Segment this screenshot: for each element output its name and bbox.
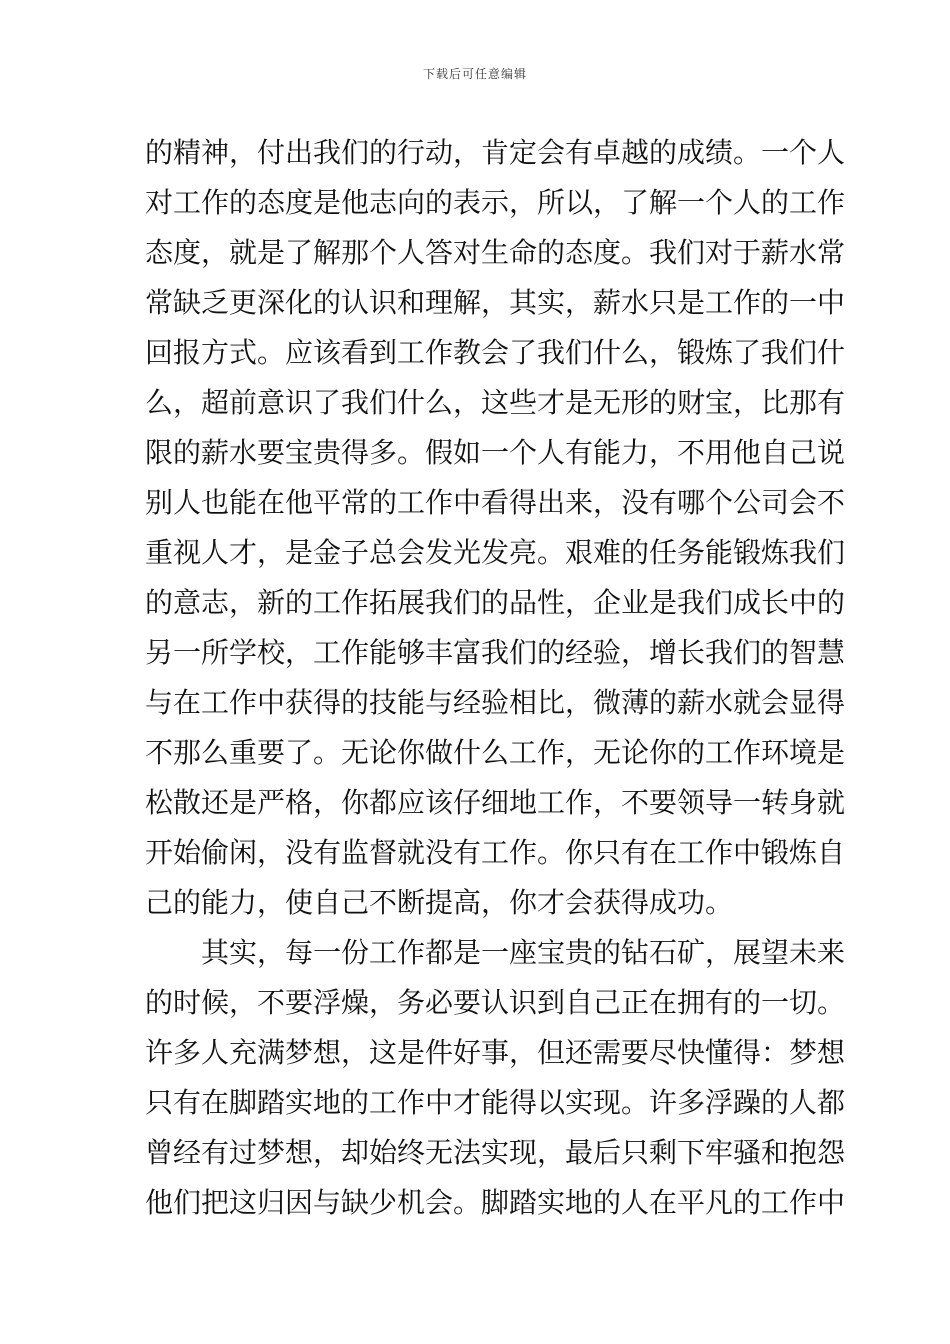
text-line: 己的能力，使自己不断提高，你才会获得成功。: [145, 886, 734, 919]
text-line: 态度，就是了解那个人答对生命的态度。我们对于薪水常: [145, 236, 846, 269]
paragraph-1: [145, 128, 846, 928]
text-line: 常缺乏更深化的认识和理解，其实，薪水只是工作的一中: [145, 286, 846, 319]
text-line: 回报方式。应该看到工作教会了我们什么，锻炼了我们什: [145, 336, 846, 369]
paragraph-2: [145, 928, 846, 1228]
text-line: 另一所学校，工作能够丰富我们的经验，增长我们的智慧: [145, 636, 846, 669]
text-line: 松散还是严格，你都应该仔细地工作，不要领导一转身就: [145, 786, 846, 819]
text-line: 他们把这归因与缺少机会。脚踏实地的人在平凡的工作中: [145, 1186, 846, 1219]
body-text: [145, 128, 846, 1228]
text-line: 与在工作中获得的技能与经验相比，微薄的薪水就会显得: [145, 686, 846, 719]
text-line: 重视人才，是金子总会发光发亮。艰难的任务能锻炼我们: [145, 536, 846, 569]
text-line: 开始偷闲，没有监督就没有工作。你只有在工作中锻炼自: [145, 836, 846, 869]
text-line: 其实，每一份工作都是一座宝贵的钻石矿，展望未来: [201, 936, 846, 969]
text-line: 的意志，新的工作拓展我们的品性，企业是我们成长中的: [145, 586, 846, 619]
text-line: 么，超前意识了我们什么，这些才是无形的财宝，比那有: [145, 386, 846, 419]
text-line: 的时候，不要浮燥，务必要认识到自己正在拥有的一切。: [145, 986, 846, 1019]
text-line: 的精神，付出我们的行动，肯定会有卓越的成绩。一个人: [145, 136, 846, 169]
text-line: 许多人充满梦想，这是件好事，但还需要尽快懂得：梦想: [145, 1036, 846, 1069]
text-line: 限的薪水要宝贵得多。假如一个人有能力，不用他自己说: [145, 436, 846, 469]
text-line: 不那么重要了。无论你做什么工作，无论你的工作环境是: [145, 736, 846, 769]
text-line: 别人也能在他平常的工作中看得出来，没有哪个公司会不: [145, 486, 846, 519]
text-line: 只有在脚踏实地的工作中才能得以实现。许多浮躁的人都: [145, 1086, 846, 1119]
page-header: 下载后可任意编辑: [422, 67, 527, 81]
text-line: 曾经有过梦想，却始终无法实现，最后只剩下牢骚和抱怨: [145, 1136, 846, 1169]
text-line: 对工作的态度是他志向的表示，所以，了解一个人的工作: [145, 186, 846, 219]
